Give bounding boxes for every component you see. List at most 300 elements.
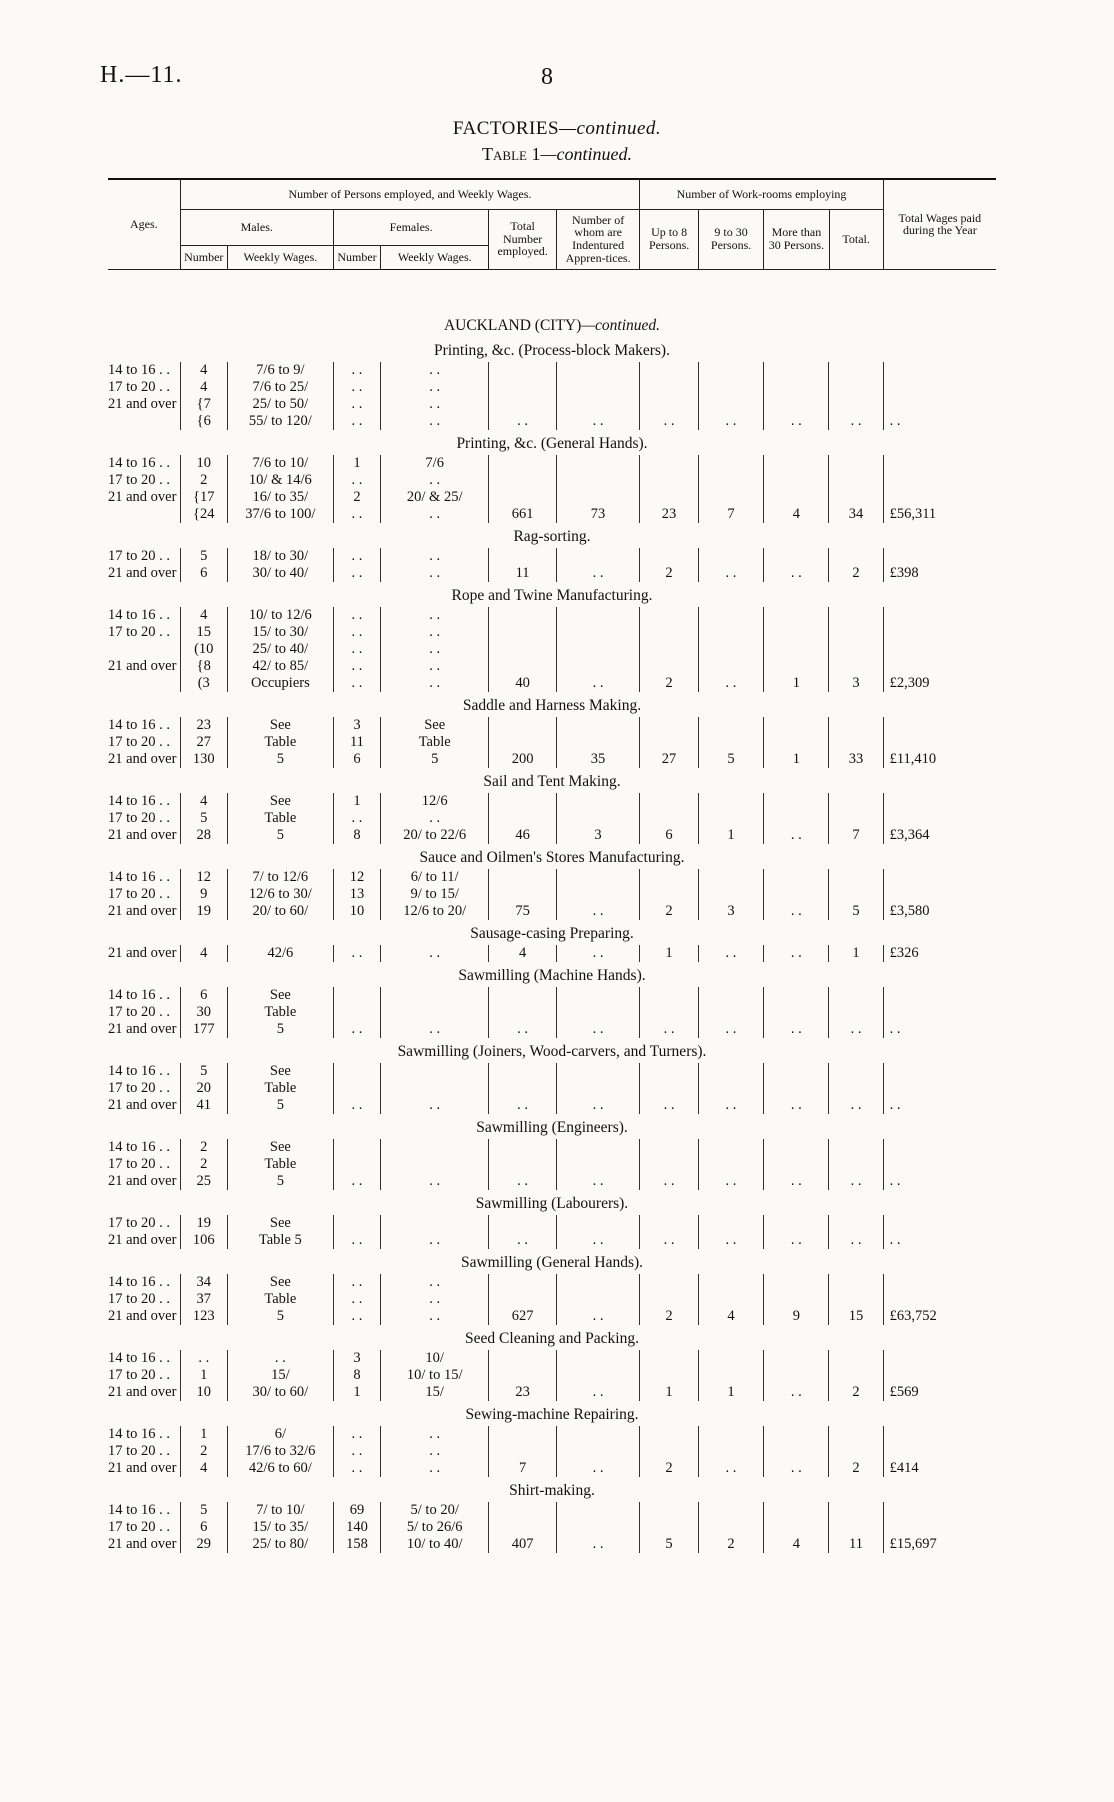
cell-nine-to-30 — [698, 362, 763, 379]
cell-total: 2 — [829, 1384, 883, 1401]
cell-males-wages: 5 — [227, 751, 333, 768]
cell-more-than-30: . . — [764, 827, 829, 844]
cell-up-to-8: 2 — [640, 1308, 699, 1325]
cell-age: 17 to 20 . . — [108, 624, 171, 640]
cell-males-number: 34 — [180, 1274, 227, 1291]
cell-males-wages: . . — [227, 1350, 333, 1367]
cell-up-to-8 — [640, 1350, 699, 1367]
page-number: 8 — [541, 64, 553, 90]
cell-total — [829, 658, 883, 675]
cell-total-wages: £326 — [883, 945, 996, 962]
cell-total — [829, 1139, 883, 1156]
table-row — [108, 1519, 996, 1536]
cell-more-than-30: . . — [764, 1097, 829, 1114]
cell-females-number — [333, 1080, 380, 1097]
cell-age: 17 to 20 . . — [108, 1215, 171, 1231]
cell-males-wages: 16/ to 35/ — [227, 489, 333, 506]
cell-males-number: {17 — [180, 489, 227, 506]
header-males-number: Number — [180, 245, 227, 269]
cell-indentured — [556, 987, 639, 1004]
cell-females-wages: . . — [381, 413, 489, 430]
cell-indentured — [556, 1156, 639, 1173]
header-workrooms-group: Number of Work-rooms employing — [640, 179, 883, 209]
cell-males-number: 1 — [180, 1426, 227, 1443]
cell-males-number: 5 — [180, 548, 227, 565]
cell-age: 14 to 16 . . — [108, 1139, 171, 1155]
cell-total-number — [489, 455, 557, 472]
cell-females-wages: 20/ & 25/ — [381, 489, 489, 506]
cell-up-to-8 — [640, 1367, 699, 1384]
cell-total-wages — [883, 396, 996, 413]
cell-total — [829, 1156, 883, 1173]
cell-more-than-30: . . — [764, 1232, 829, 1249]
cell-total-wages: £3,364 — [883, 827, 996, 844]
table-row — [108, 379, 996, 396]
cell-up-to-8: 27 — [640, 751, 699, 768]
cell-indentured — [556, 455, 639, 472]
cell-total-number: 4 — [489, 945, 557, 962]
section-title: Sawmilling (General Hands). — [460, 1254, 644, 1271]
cell-males-wages: 25/ to 80/ — [227, 1536, 333, 1553]
cell-total-number — [489, 1156, 557, 1173]
cell-total: 2 — [829, 1460, 883, 1477]
cell-total-number: . . — [489, 1021, 557, 1038]
cell-more-than-30: . . — [764, 903, 829, 920]
cell-indentured — [556, 1004, 639, 1021]
section-title: Sail and Tent Making. — [483, 773, 621, 790]
cell-males-wages: See — [227, 1063, 333, 1080]
cell-more-than-30: . . — [764, 945, 829, 962]
table-row — [108, 827, 996, 844]
table-row — [108, 413, 996, 430]
table-row — [108, 1156, 996, 1173]
cell-indentured: . . — [556, 1232, 639, 1249]
cell-females-wages: . . — [381, 396, 489, 413]
cell-males-wages: 18/ to 30/ — [227, 548, 333, 565]
cell-up-to-8 — [640, 987, 699, 1004]
cell-more-than-30 — [764, 1156, 829, 1173]
cell-females-wages: 10/ — [381, 1350, 489, 1367]
cell-females-wages: See — [381, 717, 489, 734]
cell-age: 17 to 20 . . — [108, 810, 171, 826]
cell-males-number: 177 — [180, 1021, 227, 1038]
cell-total-wages — [883, 1004, 996, 1021]
cell-up-to-8 — [640, 1156, 699, 1173]
cell-males-number: 2 — [180, 1443, 227, 1460]
table-row — [108, 1063, 996, 1080]
cell-males-wages: 5 — [227, 1308, 333, 1325]
cell-nine-to-30: . . — [698, 1232, 763, 1249]
cell-females-wages — [381, 1063, 489, 1080]
cell-age: 21 and over — [108, 1384, 177, 1400]
cell-total — [829, 455, 883, 472]
table-row — [108, 362, 996, 379]
cell-more-than-30 — [764, 793, 829, 810]
cell-males-wages: 20/ to 60/ — [227, 903, 333, 920]
section-heading — [108, 1249, 996, 1274]
cell-nine-to-30 — [698, 1367, 763, 1384]
cell-total-number — [489, 1291, 557, 1308]
cell-indentured — [556, 472, 639, 489]
cell-total: . . — [829, 1232, 883, 1249]
table-row — [108, 1460, 996, 1477]
cell-up-to-8 — [640, 886, 699, 903]
cell-males-wages: 7/6 to 9/ — [227, 362, 333, 379]
cell-males-wages: 15/ — [227, 1367, 333, 1384]
cell-up-to-8: . . — [640, 1021, 699, 1038]
cell-age: 14 to 16 . . — [108, 1274, 171, 1290]
cell-total — [829, 1274, 883, 1291]
cell-males-wages: See — [227, 1274, 333, 1291]
cell-males-number: . . — [180, 1350, 227, 1367]
cell-nine-to-30 — [698, 641, 763, 658]
cell-up-to-8: . . — [640, 1232, 699, 1249]
cell-indentured — [556, 1274, 639, 1291]
cell-males-wages: 30/ to 60/ — [227, 1384, 333, 1401]
cell-males-number: 6 — [180, 565, 227, 582]
cell-age: 21 and over — [108, 1308, 177, 1324]
cell-total-number — [489, 1063, 557, 1080]
cell-males-number: {24 — [180, 506, 227, 523]
cell-more-than-30 — [764, 1274, 829, 1291]
cell-males-wages: 7/ to 10/ — [227, 1502, 333, 1519]
cell-total-number: 7 — [489, 1460, 557, 1477]
cell-total — [829, 379, 883, 396]
cell-males-wages: Table 5 — [227, 1232, 333, 1249]
cell-total: 5 — [829, 903, 883, 920]
section-title: Sawmilling (Machine Hands). — [458, 967, 646, 984]
cell-total-wages — [883, 455, 996, 472]
region-name: AUCKLAND (CITY) — [443, 317, 582, 334]
cell-total-number: 75 — [489, 903, 557, 920]
cell-total — [829, 489, 883, 506]
cell-total-number: 11 — [489, 565, 557, 582]
cell-nine-to-30: . . — [698, 945, 763, 962]
cell-indentured — [556, 396, 639, 413]
cell-males-number: 4 — [180, 945, 227, 962]
cell-indentured — [556, 1519, 639, 1536]
cell-males-wages: Table — [227, 734, 333, 751]
cell-up-to-8 — [640, 1139, 699, 1156]
cell-nine-to-30: 1 — [698, 827, 763, 844]
cell-females-number: . . — [333, 396, 380, 413]
section-heading — [108, 768, 996, 793]
table-row — [108, 506, 996, 523]
header-more-than-30: More than 30 Persons. — [764, 209, 829, 269]
cell-total-number: 627 — [489, 1308, 557, 1325]
cell-females-wages: . . — [381, 1308, 489, 1325]
cell-nine-to-30 — [698, 1274, 763, 1291]
table-row — [108, 1443, 996, 1460]
cell-total-wages — [883, 810, 996, 827]
cell-females-wages: . . — [381, 1274, 489, 1291]
cell-age: 21 and over — [108, 1536, 177, 1552]
cell-females-wages: . . — [381, 379, 489, 396]
cell-age: 17 to 20 . . — [108, 1443, 171, 1459]
cell-total-number — [489, 1274, 557, 1291]
cell-more-than-30 — [764, 362, 829, 379]
cell-up-to-8: . . — [640, 1097, 699, 1114]
cell-females-wages — [381, 1004, 489, 1021]
cell-indentured — [556, 1350, 639, 1367]
cell-age: 17 to 20 . . — [108, 472, 171, 488]
cell-indentured: . . — [556, 1460, 639, 1477]
cell-more-than-30 — [764, 1004, 829, 1021]
cell-indentured — [556, 810, 639, 827]
cell-total — [829, 641, 883, 658]
cell-more-than-30: 4 — [764, 506, 829, 523]
cell-females-wages: 5/ to 20/ — [381, 1502, 489, 1519]
cell-up-to-8 — [640, 455, 699, 472]
cell-up-to-8 — [640, 1215, 699, 1232]
cell-up-to-8 — [640, 489, 699, 506]
cell-males-number: 10 — [180, 1384, 227, 1401]
cell-females-number: 12 — [333, 869, 380, 886]
table-row — [108, 734, 996, 751]
section-title: Rag-sorting. — [513, 528, 591, 545]
cell-nine-to-30 — [698, 717, 763, 734]
cell-males-wages: See — [227, 1215, 333, 1232]
cell-males-wages: See — [227, 717, 333, 734]
cell-up-to-8 — [640, 1502, 699, 1519]
cell-age: 14 to 16 . . — [108, 1426, 171, 1442]
cell-total-number — [489, 641, 557, 658]
cell-females-wages: 10/ to 15/ — [381, 1367, 489, 1384]
cell-males-number: 30 — [180, 1004, 227, 1021]
cell-females-number: . . — [333, 607, 380, 624]
cell-indentured — [556, 1367, 639, 1384]
cell-indentured — [556, 362, 639, 379]
cell-total-wages — [883, 472, 996, 489]
cell-age: 17 to 20 . . — [108, 1156, 171, 1172]
cell-total-wages: . . — [883, 1097, 996, 1114]
cell-age: 21 and over — [108, 565, 177, 581]
cell-total-wages — [883, 1291, 996, 1308]
table-row — [108, 607, 996, 624]
table-row — [108, 455, 996, 472]
cell-total-wages — [883, 987, 996, 1004]
cell-females-wages: . . — [381, 658, 489, 675]
section-heading — [108, 844, 996, 869]
cell-nine-to-30 — [698, 658, 763, 675]
cell-total-wages — [883, 658, 996, 675]
cell-indentured — [556, 1291, 639, 1308]
cell-females-wages — [381, 1139, 489, 1156]
cell-age: 21 and over — [108, 945, 177, 961]
cell-up-to-8 — [640, 379, 699, 396]
section-heading — [108, 1325, 996, 1350]
cell-females-number: 3 — [333, 717, 380, 734]
table-header — [108, 178, 996, 270]
cell-more-than-30 — [764, 1426, 829, 1443]
cell-total-number: 23 — [489, 1384, 557, 1401]
cell-males-wages: 6/ — [227, 1426, 333, 1443]
cell-more-than-30: 1 — [764, 675, 829, 692]
cell-males-number: 2 — [180, 472, 227, 489]
cell-more-than-30: . . — [764, 1460, 829, 1477]
cell-indentured: . . — [556, 945, 639, 962]
title-text: FACTORIES — [452, 118, 560, 139]
cell-males-number: 106 — [180, 1232, 227, 1249]
cell-males-number: 1 — [180, 1367, 227, 1384]
cell-males-wages: 12/6 to 30/ — [227, 886, 333, 903]
cell-females-number: . . — [333, 1097, 380, 1114]
cell-total-number — [489, 1004, 557, 1021]
section-title: Printing, &c. (Process-block Makers). — [434, 342, 670, 359]
cell-nine-to-30 — [698, 1291, 763, 1308]
section-title: Sausage-casing Preparing. — [470, 925, 634, 942]
header-males: Males. — [180, 209, 333, 245]
cell-females-number: 69 — [333, 1502, 380, 1519]
cell-total-wages: £11,410 — [883, 751, 996, 768]
cell-males-wages: See — [227, 793, 333, 810]
cell-nine-to-30: . . — [698, 1097, 763, 1114]
cell-total-wages — [883, 1426, 996, 1443]
table-row — [108, 641, 996, 658]
cell-females-wages: . . — [381, 1460, 489, 1477]
cell-males-number: 15 — [180, 624, 227, 641]
cell-total-wages — [883, 489, 996, 506]
table-row — [108, 1215, 996, 1232]
cell-females-wages: 9/ to 15/ — [381, 886, 489, 903]
cell-females-wages: . . — [381, 565, 489, 582]
cell-males-wages: See — [227, 987, 333, 1004]
cell-males-number: 5 — [180, 810, 227, 827]
cell-more-than-30 — [764, 1502, 829, 1519]
cell-total-number: . . — [489, 1173, 557, 1190]
cell-nine-to-30: 7 — [698, 506, 763, 523]
cell-up-to-8: 1 — [640, 1384, 699, 1401]
cell-females-wages: 20/ to 22/6 — [381, 827, 489, 844]
cell-more-than-30 — [764, 1080, 829, 1097]
table-row — [108, 793, 996, 810]
cell-females-number: 140 — [333, 1519, 380, 1536]
cell-males-number: 19 — [180, 903, 227, 920]
cell-total-wages: £56,311 — [883, 506, 996, 523]
cell-nine-to-30 — [698, 1350, 763, 1367]
section-title: Sawmilling (Engineers). — [476, 1119, 628, 1136]
cell-total-wages: £569 — [883, 1384, 996, 1401]
cell-males-wages: 15/ to 30/ — [227, 624, 333, 641]
table-row — [108, 1502, 996, 1519]
cell-males-wages: Table — [227, 810, 333, 827]
cell-females-wages: . . — [381, 1173, 489, 1190]
cell-total — [829, 1502, 883, 1519]
cell-nine-to-30 — [698, 472, 763, 489]
cell-indentured: . . — [556, 675, 639, 692]
cell-more-than-30 — [764, 489, 829, 506]
cell-nine-to-30: 4 — [698, 1308, 763, 1325]
table-row — [108, 886, 996, 903]
cell-up-to-8: 6 — [640, 827, 699, 844]
table-row — [108, 675, 996, 692]
cell-total: 2 — [829, 565, 883, 582]
cell-age — [108, 675, 180, 692]
table-row — [108, 751, 996, 768]
cell-total-number — [489, 1367, 557, 1384]
cell-males-number: 2 — [180, 1139, 227, 1156]
cell-age: 21 and over — [108, 1173, 177, 1189]
cell-females-number — [333, 1215, 380, 1232]
cell-females-wages: . . — [381, 1443, 489, 1460]
cell-males-wages: 25/ to 50/ — [227, 396, 333, 413]
cell-more-than-30 — [764, 658, 829, 675]
cell-age — [108, 506, 180, 523]
cell-nine-to-30 — [698, 548, 763, 565]
cell-total-wages: £398 — [883, 565, 996, 582]
cell-males-number: 4 — [180, 1460, 227, 1477]
cell-nine-to-30: 5 — [698, 751, 763, 768]
cell-total-number: . . — [489, 1232, 557, 1249]
cell-females-wages: 12/6 to 20/ — [381, 903, 489, 920]
cell-more-than-30 — [764, 624, 829, 641]
cell-females-wages — [381, 1156, 489, 1173]
cell-males-number: 130 — [180, 751, 227, 768]
cell-total — [829, 1063, 883, 1080]
cell-total-wages — [883, 1350, 996, 1367]
cell-total-wages — [883, 1156, 996, 1173]
cell-nine-to-30: 3 — [698, 903, 763, 920]
cell-females-wages: 15/ — [381, 1384, 489, 1401]
cell-males-number: {8 — [180, 658, 227, 675]
cell-nine-to-30 — [698, 886, 763, 903]
cell-total-wages: . . — [883, 1021, 996, 1038]
cell-females-number: . . — [333, 675, 380, 692]
cell-males-wages: Table — [227, 1080, 333, 1097]
cell-females-number: 1 — [333, 793, 380, 810]
cell-males-number: 41 — [180, 1097, 227, 1114]
subtitle-text: Table 1 — [482, 144, 541, 164]
cell-nine-to-30 — [698, 987, 763, 1004]
page-title — [0, 118, 1114, 140]
cell-more-than-30 — [764, 472, 829, 489]
cell-more-than-30 — [764, 548, 829, 565]
cell-indentured — [556, 1080, 639, 1097]
cell-indentured — [556, 734, 639, 751]
cell-females-number: . . — [333, 548, 380, 565]
cell-up-to-8 — [640, 1063, 699, 1080]
cell-total — [829, 734, 883, 751]
table-row — [108, 1004, 996, 1021]
cell-total-wages — [883, 1063, 996, 1080]
table-row — [108, 658, 996, 675]
cell-females-number: 1 — [333, 455, 380, 472]
cell-total-number — [489, 717, 557, 734]
table-row — [108, 1097, 996, 1114]
cell-more-than-30: . . — [764, 565, 829, 582]
cell-males-number: (10 — [180, 641, 227, 658]
cell-age: 14 to 16 . . — [108, 793, 171, 809]
table-row — [108, 472, 996, 489]
cell-males-wages: 42/6 to 60/ — [227, 1460, 333, 1477]
cell-females-wages: . . — [381, 472, 489, 489]
cell-total-number — [489, 548, 557, 565]
cell-total-number: . . — [489, 413, 557, 430]
cell-females-wages: 6/ to 11/ — [381, 869, 489, 886]
cell-total: . . — [829, 413, 883, 430]
cell-indentured — [556, 624, 639, 641]
cell-up-to-8 — [640, 1291, 699, 1308]
cell-nine-to-30: . . — [698, 1460, 763, 1477]
cell-total-number: . . — [489, 1097, 557, 1114]
cell-females-number: . . — [333, 1308, 380, 1325]
cell-females-number: . . — [333, 1426, 380, 1443]
cell-up-to-8: 2 — [640, 1460, 699, 1477]
cell-more-than-30 — [764, 810, 829, 827]
table-row — [108, 1384, 996, 1401]
cell-females-wages: . . — [381, 675, 489, 692]
cell-total — [829, 1215, 883, 1232]
